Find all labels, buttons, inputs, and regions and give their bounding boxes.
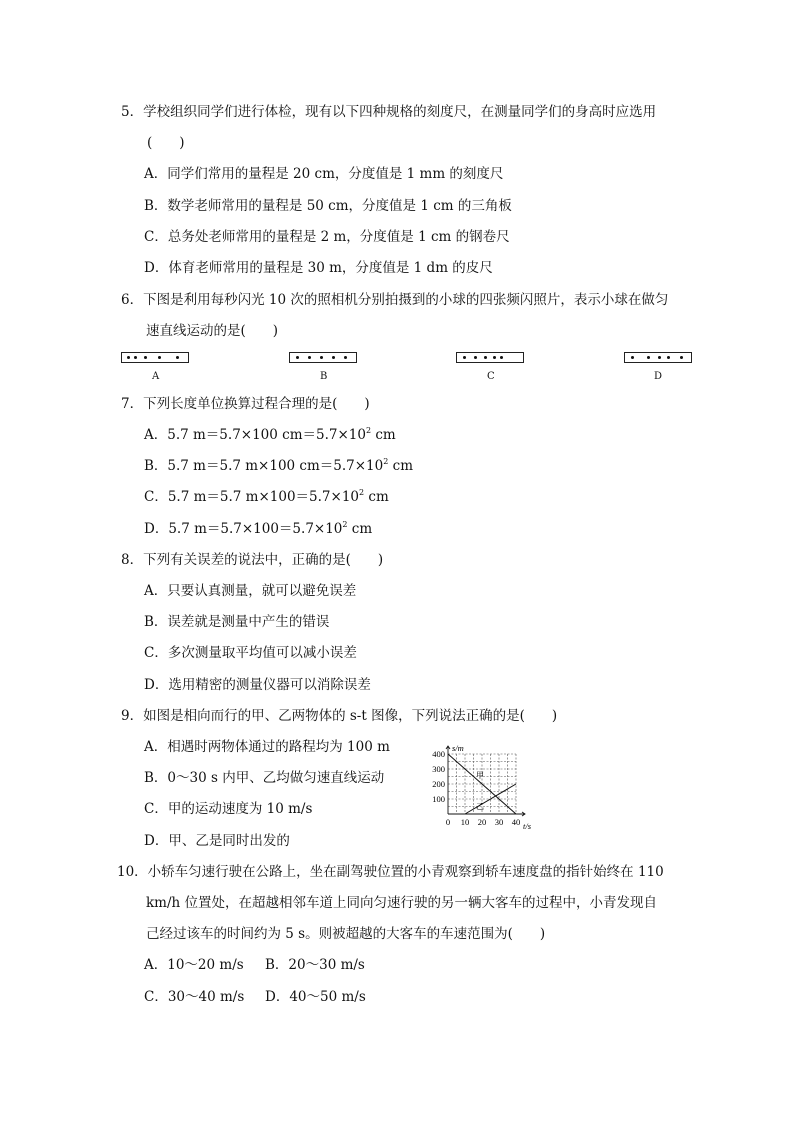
- q6-stem: 6．下图是利用每秒闪光 10 次的照相机分别拍摄到的小球的四张频闪照片，表示小球在做匀: [121, 292, 669, 308]
- x-axis-label: t/s: [523, 821, 532, 831]
- ball-dot: [344, 356, 347, 359]
- q5-option-a: A．同学们常用的量程是 20 cm，分度值是 1 mm 的刻度尺: [144, 166, 504, 182]
- y-tick-label: 400: [432, 749, 445, 759]
- ball-dot: [631, 356, 634, 359]
- q8-option-a: A．只要认真测量，就可以避免误差: [144, 583, 357, 599]
- q5-answer-blank: ( ): [147, 135, 185, 151]
- ball-dot: [658, 356, 661, 359]
- ball-dot: [484, 356, 487, 359]
- strip-label-a: A: [152, 371, 160, 382]
- q10-option-a: A．10～20 m/s: [144, 957, 244, 973]
- q9-stem: 9．如图是相向而行的甲、乙两物体的 s-t 图像，下列说法正确的是( ): [121, 708, 558, 724]
- x-tick-label: 0: [445, 817, 451, 827]
- q9-option-b: B．0～30 s 内甲、乙均做匀速直线运动: [144, 770, 385, 786]
- q10-stem-cont-1: km/h 位置处，在超越相邻车道上同向匀速行驶的另一辆大客车的过程中，小青发现自: [146, 895, 658, 911]
- q8-option-b: B．误差就是测量中产生的错误: [144, 614, 330, 630]
- ball-dot: [500, 356, 503, 359]
- q9-option-a: A．相遇时两物体通过的路程均为 100 m: [144, 739, 390, 755]
- ball-dot: [144, 356, 147, 359]
- q9-option-d: D．甲、乙是同时出发的: [144, 833, 290, 849]
- q10-option-c: C．30～40 m/s: [144, 989, 245, 1005]
- q8-option-d: D．选用精密的测量仪器可以消除误差: [144, 677, 371, 693]
- ball-dot: [296, 356, 299, 359]
- ball-dot: [680, 356, 683, 359]
- q5-option-d: D．体育老师常用的量程是 30 m，分度值是 1 dm 的皮尺: [144, 260, 493, 276]
- y-tick-label: 300: [432, 764, 445, 774]
- q7-option-d: D．5.7 $m=5.7\times 100=5.7\times 10^2$ cm: [144, 520, 373, 537]
- strip-label-c: C: [487, 371, 495, 382]
- q10-option-b: B．20～30 m/s: [265, 957, 365, 973]
- y-tick-label: 100: [432, 794, 445, 804]
- flash-photo-strip-a: [121, 352, 189, 363]
- ball-dot: [474, 356, 477, 359]
- series-label-jia: 甲: [476, 771, 484, 780]
- q8-option-c: C．多次测量取平均值可以减小误差: [144, 645, 357, 661]
- series-label-yi: 乙: [476, 802, 484, 811]
- strip-label-b: B: [320, 371, 328, 382]
- q8-stem: 8．下列有关误差的说法中，正确的是( ): [121, 552, 384, 568]
- ball-dot: [647, 356, 650, 359]
- ball-dot: [667, 356, 670, 359]
- ball-dot: [176, 356, 179, 359]
- q10-stem: 10．小轿车匀速行驶在公路上，坐在副驾驶位置的小青观察到轿车速度盘的指针始终在 110: [117, 864, 664, 880]
- q5-option-b: B．数学老师常用的量程是 50 cm，分度值是 1 cm 的三角板: [144, 198, 512, 214]
- q6-stem-cont: 速直线运动的是( ): [146, 323, 279, 339]
- q10-option-d: D．40～50 m/s: [265, 989, 366, 1005]
- ball-dot: [332, 356, 335, 359]
- x-tick-label: 40: [511, 817, 521, 827]
- q5-stem: 5．学校组织同学们进行体检，现有以下四种规格的刻度尺，在测量同学们的身高时应选用: [121, 104, 657, 120]
- q5-option-c: C．总务处老师常用的量程是 2 m，分度值是 1 cm 的钢卷尺: [144, 229, 510, 245]
- flash-photo-strip-d: [624, 352, 692, 363]
- x-tick-label: 30: [494, 817, 504, 827]
- ball-dot: [308, 356, 311, 359]
- x-tick-label: 10: [460, 817, 470, 827]
- q7-option-c: C．5.7 m＝5.7 $m\times 100=5.7\times 10^2$ cm: [144, 488, 389, 505]
- ball-dot: [158, 356, 161, 359]
- q7-option-a: A．5.7 m＝5.7×100 $cm=5.7\times 10^2$ cm: [144, 426, 396, 443]
- flash-photo-strip-c: [456, 352, 524, 363]
- ball-dot: [493, 356, 496, 359]
- flash-photo-strip-b: [289, 352, 357, 363]
- ball-dot: [320, 356, 323, 359]
- ball-dot: [463, 356, 466, 359]
- y-tick-label: 200: [432, 779, 445, 789]
- q10-stem-cont-2: 己经过该车的时间约为 5 s。则被超越的大客车的车速范围为( ): [146, 926, 546, 942]
- q9-option-c: C．甲的运动速度为 10 m/s: [144, 801, 313, 817]
- y-axis-label: s/m: [452, 743, 464, 753]
- ball-dot: [134, 356, 137, 359]
- ball-dot: [127, 356, 130, 359]
- q7-stem: 7．下列长度单位换算过程合理的是( ): [121, 396, 370, 412]
- q7-option-b: B．5.7 m＝5.7 m×100 $cm=5.7\times 10^2$ cm: [144, 457, 413, 474]
- s-t-graph: [428, 742, 540, 837]
- x-tick-label: 20: [477, 817, 487, 827]
- graph-axes: [446, 746, 525, 816]
- strip-label-d: D: [654, 371, 663, 382]
